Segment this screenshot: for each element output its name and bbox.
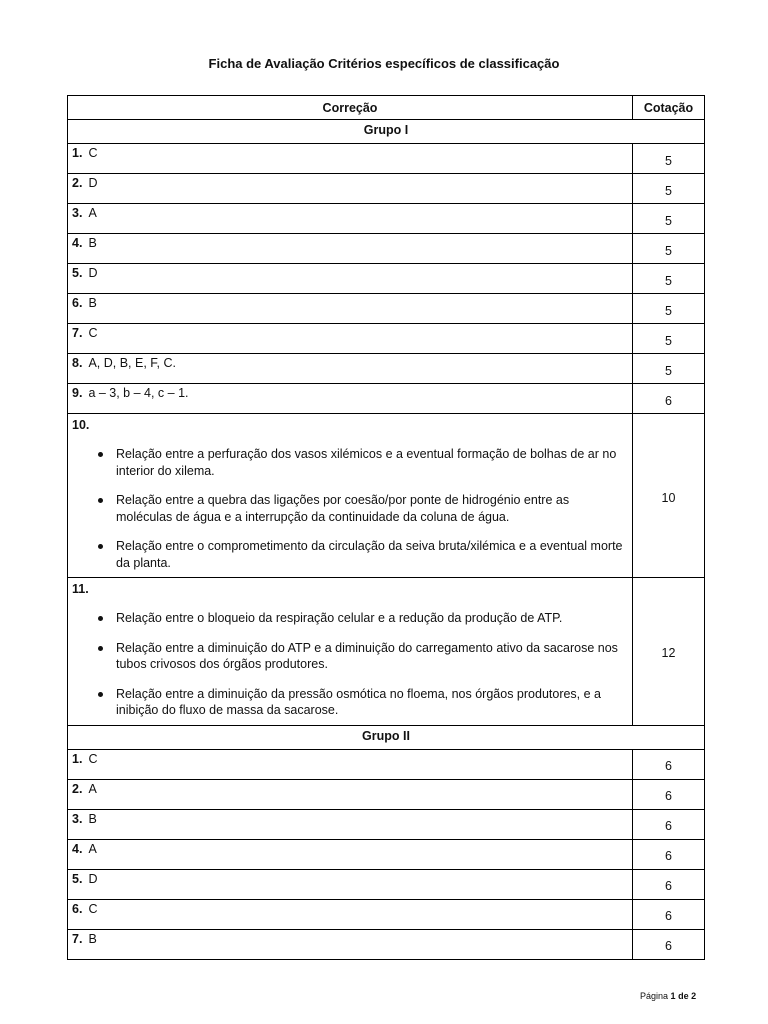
- table-row: [68, 899, 705, 929]
- answer-text: A: [88, 841, 97, 856]
- table-row: [68, 929, 705, 959]
- page-of: de: [678, 991, 689, 1001]
- table-row: [68, 234, 705, 264]
- score-cell: 6: [633, 869, 705, 899]
- score-cell: 5: [633, 324, 705, 354]
- question-number: 10.: [72, 418, 90, 432]
- answer-cell: [68, 779, 633, 809]
- column-header-score: Cotação: [633, 96, 705, 120]
- table-row: [68, 839, 705, 869]
- question-10-cell: [68, 414, 633, 578]
- grading-criteria-table: [67, 95, 705, 960]
- answer-text: D: [88, 871, 98, 886]
- question-number: 11.: [72, 582, 89, 596]
- page-prefix: Página: [640, 991, 669, 1001]
- answer-cell: [68, 929, 633, 959]
- question-number: 4.: [72, 841, 83, 856]
- group-1-body: [68, 120, 705, 414]
- answer-text: B: [88, 811, 97, 826]
- page-total: 2: [691, 991, 697, 1001]
- question-number: 5.: [72, 871, 83, 886]
- score-cell: 5: [633, 174, 705, 204]
- answer-text: C: [88, 326, 98, 340]
- answer-cell: [68, 354, 633, 384]
- question-11-cell: [68, 578, 633, 726]
- answer-cell: [68, 749, 633, 779]
- answer-cell: [68, 144, 633, 174]
- question-number: 2.: [72, 176, 83, 190]
- column-header-correction: Correção: [68, 96, 633, 120]
- table-row: [68, 294, 705, 324]
- answer-cell: [68, 839, 633, 869]
- question-10-body: [68, 414, 705, 750]
- question-number: 6.: [72, 296, 83, 310]
- question-number: 7.: [72, 931, 83, 946]
- group-1-heading: Grupo I: [68, 120, 705, 144]
- answer-text: A: [88, 781, 97, 796]
- question-number: 2.: [72, 781, 83, 796]
- table-row: [68, 204, 705, 234]
- answer-cell: [68, 264, 633, 294]
- table-row-q11: [68, 578, 705, 726]
- answer-cell: [68, 294, 633, 324]
- table-row: [68, 174, 705, 204]
- score-cell: 5: [633, 354, 705, 384]
- question-number: 3.: [72, 811, 83, 826]
- group-heading-row: [68, 120, 705, 144]
- question-number: 7.: [72, 326, 83, 340]
- document-title: Ficha de Avaliação Critérios específicos de classificação: [208, 56, 560, 71]
- answer-text: a – 3, b – 4, c – 1.: [88, 386, 189, 400]
- score-cell: 5: [633, 204, 705, 234]
- answer-text: C: [88, 901, 98, 916]
- answer-cell: [68, 174, 633, 204]
- score-cell: 10: [633, 414, 705, 578]
- answer-text: A, D, B, E, F, C.: [88, 356, 176, 370]
- table-row: [68, 779, 705, 809]
- answer-text: D: [88, 266, 98, 280]
- table-row: [68, 869, 705, 899]
- answer-cell: [68, 324, 633, 354]
- answer-cell: [68, 809, 633, 839]
- answer-cell: [68, 384, 633, 414]
- score-cell: 6: [633, 839, 705, 869]
- criterion-item: Relação entre a quebra das ligações por coesão/por ponte de hidrogénio entre as moléculas de água e a interrupção da continuidade da coluna de água.: [96, 492, 628, 525]
- question-number: 1.: [72, 751, 83, 766]
- answer-text: C: [88, 146, 98, 160]
- criterion-item: Relação entre a perfuração dos vasos xilémicos e a eventual formação de bolhas de ar no interior do xilema.: [96, 446, 628, 479]
- answer-text: C: [88, 751, 98, 766]
- score-cell: 6: [633, 899, 705, 929]
- table-row-q10: [68, 414, 705, 578]
- table-row: [68, 809, 705, 839]
- group-2-body: [68, 749, 705, 959]
- answer-text: B: [88, 296, 97, 310]
- group-2-heading: Grupo II: [68, 725, 705, 749]
- answer-text: B: [88, 236, 97, 250]
- question-number: 8.: [72, 356, 83, 370]
- question-number: 3.: [72, 206, 83, 220]
- table-row: [68, 264, 705, 294]
- criteria-list: [72, 446, 628, 571]
- table-row: [68, 354, 705, 384]
- question-number: 9.: [72, 386, 83, 400]
- page-number: [640, 991, 696, 1001]
- answer-cell: [68, 899, 633, 929]
- criterion-item: Relação entre o comprometimento da circulação da seiva bruta/xilémica e a eventual morte da planta.: [96, 538, 628, 571]
- answer-cell: [68, 234, 633, 264]
- score-cell: 5: [633, 144, 705, 174]
- score-cell: 5: [633, 264, 705, 294]
- score-cell: 6: [633, 779, 705, 809]
- group-heading-row: [68, 725, 705, 749]
- question-number: 6.: [72, 901, 83, 916]
- page-current: 1: [670, 991, 676, 1001]
- question-number: 5.: [72, 266, 83, 280]
- answer-text: A: [88, 206, 97, 220]
- score-cell: 5: [633, 234, 705, 264]
- answer-cell: [68, 869, 633, 899]
- table-row: [68, 749, 705, 779]
- table-row: [68, 324, 705, 354]
- score-cell: 6: [633, 929, 705, 959]
- score-cell: 6: [633, 749, 705, 779]
- score-cell: 6: [633, 809, 705, 839]
- answer-text: B: [88, 931, 97, 946]
- criterion-item: Relação entre o bloqueio da respiração celular e a redução da produção de ATP.: [96, 610, 628, 627]
- criterion-item: Relação entre a diminuição da pressão osmótica no floema, nos órgãos produtores, e a inibição do fluxo de massa da sacarose.: [96, 686, 628, 719]
- criterion-item: Relação entre a diminuição do ATP e a diminuição do carregamento ativo da sacarose nos tubos crivosos dos órgãos produtores.: [96, 640, 628, 673]
- criteria-list: [72, 610, 628, 719]
- score-cell: 12: [633, 578, 705, 726]
- table-row: [68, 384, 705, 414]
- score-cell: 5: [633, 294, 705, 324]
- table-header-row: [68, 96, 705, 120]
- score-cell: 6: [633, 384, 705, 414]
- question-number: 1.: [72, 146, 83, 160]
- answer-cell: [68, 204, 633, 234]
- table-row: [68, 144, 705, 174]
- answer-text: D: [88, 176, 98, 190]
- question-number: 4.: [72, 236, 83, 250]
